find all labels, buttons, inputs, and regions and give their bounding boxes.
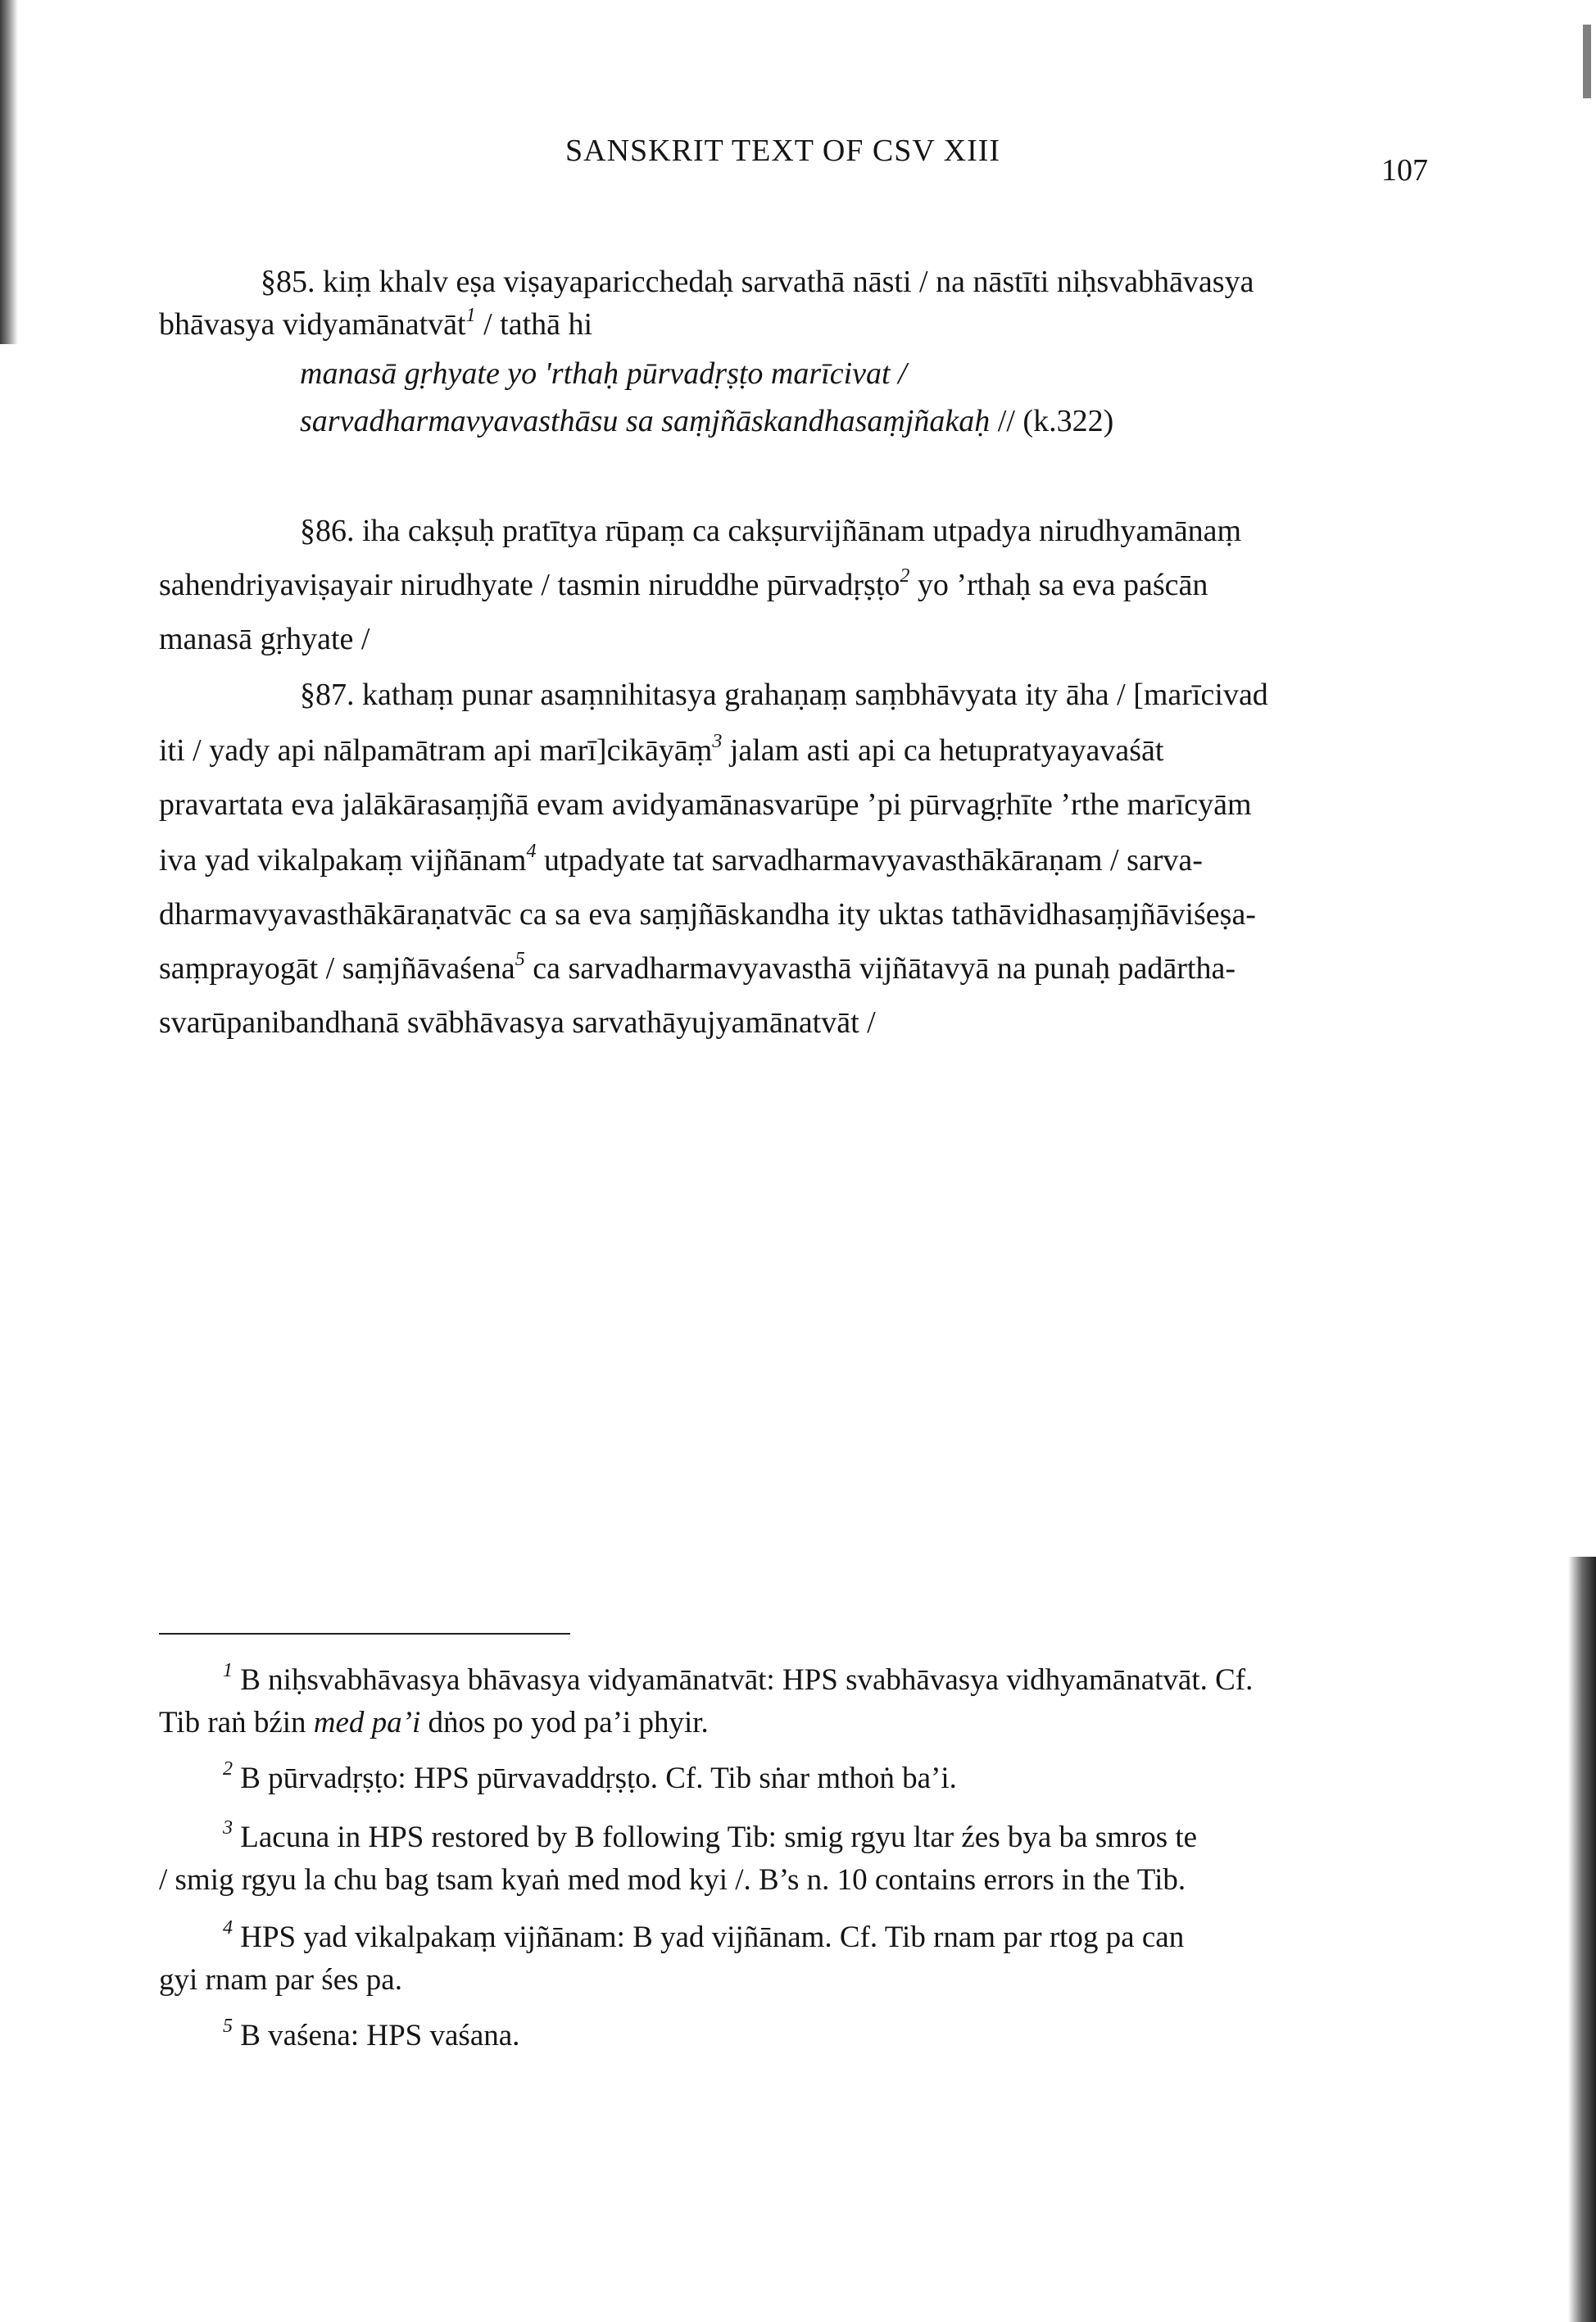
body-line [159, 950, 1236, 986]
text-segment: ca sarvadharmavyavasthā vijñātavyā na punaḥ padārtha- [524, 951, 1236, 986]
body-line [159, 732, 1163, 769]
text-segment: // (k.322) [990, 404, 1114, 438]
text-segment: §87. kathaṃ punar asaṃnihitasya grahaṇaṃ saṃbhāvyata ity āha / [marīcivad [300, 678, 1268, 712]
text-segment: yo ’rthaḥ sa eva paścān [909, 568, 1208, 602]
body-line [159, 306, 592, 342]
verse-line [300, 356, 907, 392]
footnote-marker: 4 [526, 841, 537, 862]
text-segment: / tathā hi [475, 307, 593, 342]
text-segment: svarūpanibandhanā svābhāvasya sarvathāyujyamānatvāt / [159, 1005, 876, 1040]
text-segment: utpadyate tat sarvadharmavyavasthākāraṇam / sarva- [536, 843, 1203, 878]
footnote-line [223, 2016, 520, 2053]
italic-text: med pa’i [313, 1706, 421, 1739]
footnote-marker: 4 [223, 1917, 233, 1939]
body-line [159, 787, 1252, 823]
text-segment: §85. kiṃ khalv eṣa viṣayaparicchedaḥ sarvathā nāsti / na nāstīti niḥsvabhāvasya [261, 265, 1254, 299]
text-segment: dharmavyavasthākāraṇatvāc ca sa eva saṃjñāskandha ity uktas tathāvidhasaṃjñāviśeṣa- [159, 897, 1256, 932]
text-segment: B vaśena: HPS vaśana. [233, 2019, 520, 2052]
scan-shadow-left [0, 0, 18, 344]
body-line [159, 621, 370, 657]
footnote-line [159, 1706, 709, 1740]
body-line [159, 842, 1203, 878]
footnote-line [223, 1817, 1198, 1855]
text-segment: HPS yad vikalpakaṃ vijñānam: B yad vijñānam. Cf. Tib rnam par rtog pa can [233, 1921, 1185, 1954]
footnote-rule [159, 1633, 570, 1635]
footnote-marker: 2 [223, 1758, 233, 1780]
footnote-line [223, 1660, 1254, 1698]
text-segment: sahendriyaviṣayair nirudhyate / tasmin niruddhe pūrvadṛṣṭo [159, 568, 900, 602]
footnote-marker: 3 [712, 731, 723, 752]
footnote-line [223, 1917, 1185, 1955]
text-segment: bhāvasya vidyamānatvāt [159, 307, 466, 342]
text-segment: §86. iha cakṣuḥ pratītya rūpaṃ ca cakṣurvijñānam utpadya nirudhyamānaṃ [300, 514, 1242, 548]
text-segment: B pūrvadṛṣṭo: HPS pūrvavaddṛṣṭo. Cf. Tib sṅar mthoṅ ba’i. [233, 1762, 957, 1795]
body-line [300, 677, 1268, 713]
footnote-marker: 5 [515, 949, 525, 970]
italic-text: sarvadharmavyavasthāsu sa saṃjñāskandhasaṃjñakaḥ [300, 404, 991, 438]
text-segment: manasā gṛhyate / [159, 622, 370, 656]
text-segment: dṅos po yod pa’i phyir. [420, 1706, 709, 1739]
verse-line [300, 403, 1113, 439]
text-segment: pravartata eva jalākārasaṃjñā evam avidyamānasvarūpe ’pi pūrvagṛhīte ’rthe marīcyām [159, 787, 1252, 822]
body-line [159, 1005, 876, 1041]
text-segment: iti / yady api nālpamātram api marī]cikāyāṃ [159, 733, 713, 768]
scan-shadow-right [1568, 1557, 1596, 2322]
body-line [300, 513, 1241, 549]
text-segment: saṃprayogāt / saṃjñāvaśena [159, 951, 515, 986]
text-segment: iva yad vikalpakaṃ vijñānam [159, 843, 527, 878]
footnote-marker: 1 [223, 1660, 233, 1681]
footnote-line [159, 1863, 1186, 1898]
text-segment: jalam asti api ca hetupratyayavaśāt [722, 733, 1164, 768]
page-number: 107 [1381, 153, 1428, 188]
body-line [159, 567, 1208, 603]
body-line [261, 264, 1254, 300]
text-segment: Tib raṅ bźin [159, 1706, 314, 1739]
footnote-marker: 3 [223, 1817, 233, 1839]
footnote-line [223, 1758, 957, 1796]
text-segment: B niḥsvabhāvasya bhāvasya vidyamānatvāt: HPS svabhāvasya vidhyamānatvāt. Cf. [233, 1663, 1254, 1697]
footnote-line [159, 1963, 402, 1998]
scan-mark-top-right [1583, 25, 1591, 98]
italic-text: manasā gṛhyate yo 'rthaḥ pūrvadṛṣṭo marīcivat / [300, 356, 907, 391]
running-header: SANSKRIT TEXT OF CSV XIII [565, 134, 1001, 168]
text-segment: gyi rnam par śes pa. [159, 1963, 402, 1997]
footnote-marker: 5 [223, 2016, 233, 2037]
footnote-marker: 2 [900, 565, 910, 587]
text-segment: / smig rgyu la chu bag tsam kyaṅ med mod kyi /. B’s n. 10 contains errors in the Tib. [159, 1863, 1186, 1897]
body-line [159, 896, 1256, 932]
text-segment: Lacuna in HPS restored by B following Tib: smig rgyu ltar źes bya ba smros te [233, 1821, 1198, 1854]
footnote-marker: 1 [465, 305, 476, 326]
